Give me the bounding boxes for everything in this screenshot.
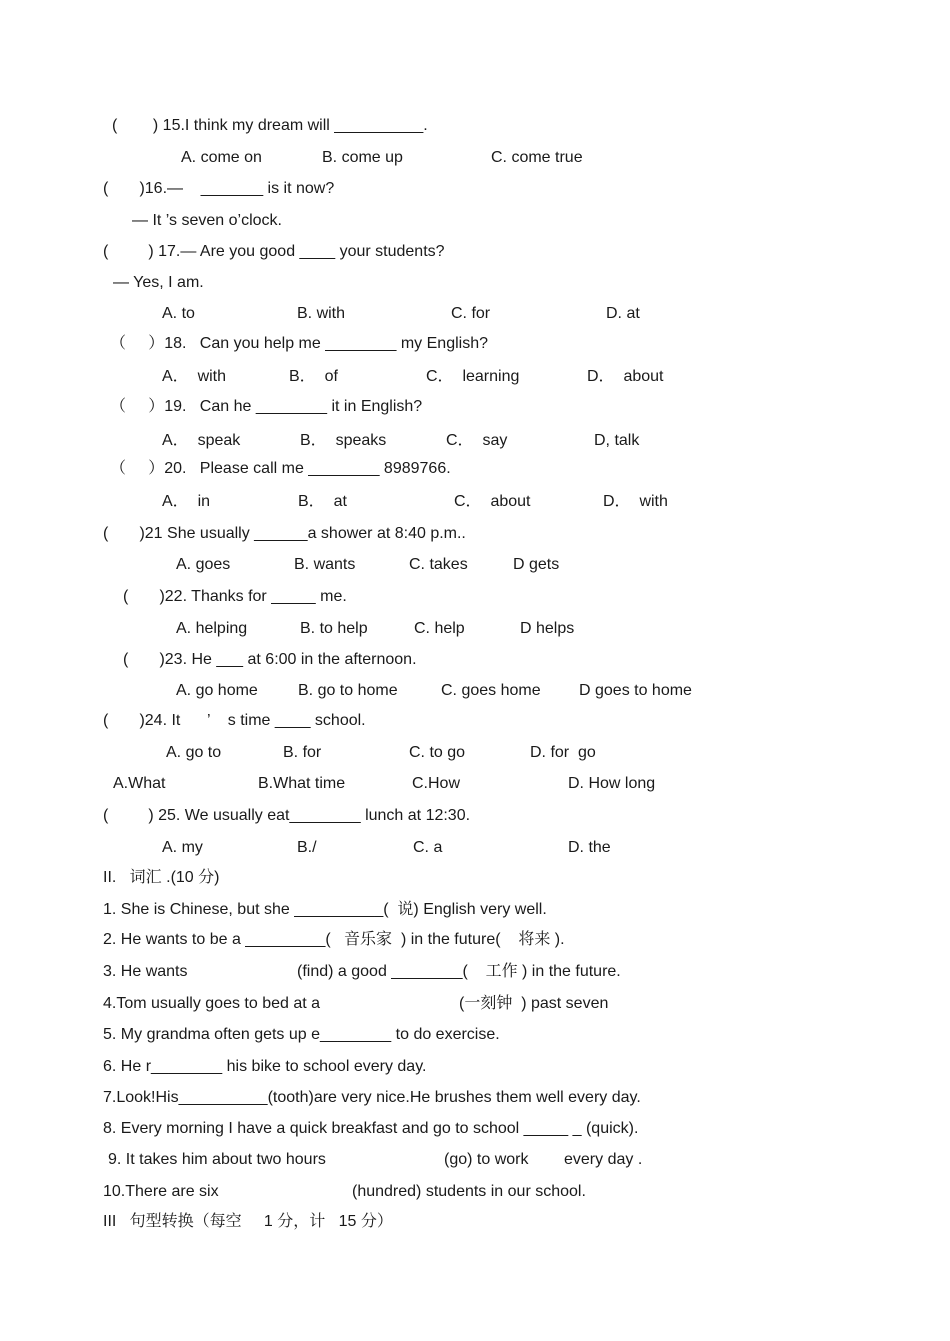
option-22-d: D helps [520,620,575,637]
option-21-b: B. wants [294,556,356,573]
option-25-c: C. a [413,839,443,856]
vocab-item-4-end: (一刻钟 ) past seven [459,995,609,1012]
option-25-b: B./ [297,839,317,856]
option-24-b: B. for [283,744,322,761]
option-20-d: D． with [603,493,668,510]
option-17-b: B. with [297,305,346,322]
vocab-item-5: 5. My grandma often gets up e________ to do exercise. [103,1026,500,1043]
vocab-item-2: 2. He wants to be a _________( 音乐家 ) in the future( 将来 ). [103,931,565,948]
question-25: ( ) 25. We usually eat________ lunch at 12:30. [103,807,471,824]
option-21-d: D gets [513,556,560,573]
vocab-item-3-end: (find) a good ________( 工作 ) in the future. [297,963,621,980]
option-22-c: C. help [414,620,465,637]
question-20: （ ）20. Please call me ________ 8989766. [110,460,451,477]
option-20-b: B． at [298,493,347,510]
option-17-c: C. for [451,305,491,322]
option-24-c: C. to go [409,744,466,761]
section-ii-heading: II. 词汇 .(10 分) [103,869,220,886]
vocab-item-10-start: 10.There are six [103,1183,219,1200]
question-23: ( )23. He ___ at 6:00 in the afternoon. [123,651,417,668]
answer-17: — Yes, I am. [113,274,204,291]
vocab-item-3-start: 3. He wants [103,963,188,980]
vocab-item-1: 1. She is Chinese, but she __________( 说) English very well. [103,901,547,918]
option-18-a: A． with [162,368,227,385]
option-19-a: A． speak [162,432,241,449]
question-24: ( )24. It ’ s time ____ school. [103,712,366,729]
vocab-item-4-start: 4.Tom usually goes to bed at a [103,995,321,1012]
question-16: ( )16.— _______ is it now? [103,180,335,197]
option-19-c: C． say [446,432,508,449]
vocab-item-9-mid: (go) to work [444,1151,529,1168]
option-15-c: C. come true [491,149,583,166]
vocab-item-9-end: every day . [564,1151,643,1168]
option-17-a: A. to [162,305,195,322]
option-row-c: C.How [412,775,461,792]
option-17-d: D. at [606,305,640,322]
option-19-d: D, talk [594,432,640,449]
section-iii-heading: III 句型转换（每空 1 分，计 15 分） [103,1213,393,1230]
answer-16: — It ’s seven o’clock. [132,212,282,229]
question-22: ( )22. Thanks for _____ me. [123,588,347,605]
option-21-a: A. goes [176,556,231,573]
option-25-d: D. the [568,839,611,856]
option-23-b: B. go to home [298,682,398,699]
vocab-item-7: 7.Look!His__________(tooth)are very nice.He brushes them well every day. [103,1089,641,1106]
option-23-c: C. goes home [441,682,541,699]
option-25-a: A. my [162,839,203,856]
option-23-a: A. go home [176,682,258,699]
vocab-item-6: 6. He r________ his bike to school every day. [103,1058,427,1075]
vocab-item-10-end: (hundred) students in our school. [352,1183,586,1200]
question-19: （ ）19. Can he ________ it in English? [110,398,423,415]
vocab-item-8: 8. Every morning I have a quick breakfast and go to school _____ _ (quick). [103,1120,639,1137]
question-17: ( ) 17.— Are you good ____ your students? [103,243,445,260]
option-20-c: C． about [454,493,531,510]
option-20-a: A． in [162,493,211,510]
option-22-b: B. to help [300,620,368,637]
option-23-d: D goes to home [579,682,692,699]
vocab-item-9-start: 9. It takes him about two hours [108,1151,326,1168]
option-18-b: B． of [289,368,338,385]
option-15-a: A. come on [181,149,262,166]
question-18: （ ）18. Can you help me ________ my English? [110,335,488,352]
option-row-d: D. How long [568,775,656,792]
option-21-c: C. takes [409,556,468,573]
option-15-b: B. come up [322,149,403,166]
option-24-a: A. go to [166,744,222,761]
option-22-a: A. helping [176,620,248,637]
option-18-c: C． learning [426,368,520,385]
option-row-b: B.What time [258,775,346,792]
option-18-d: D． about [587,368,664,385]
option-19-b: B． speaks [300,432,387,449]
question-15: ( ) 15.I think my dream will __________. [112,117,428,134]
option-row-a: A.What [113,775,166,792]
question-21: ( )21 She usually ______a shower at 8:40 p.m.. [103,525,466,542]
option-24-d: D. for go [530,744,596,761]
